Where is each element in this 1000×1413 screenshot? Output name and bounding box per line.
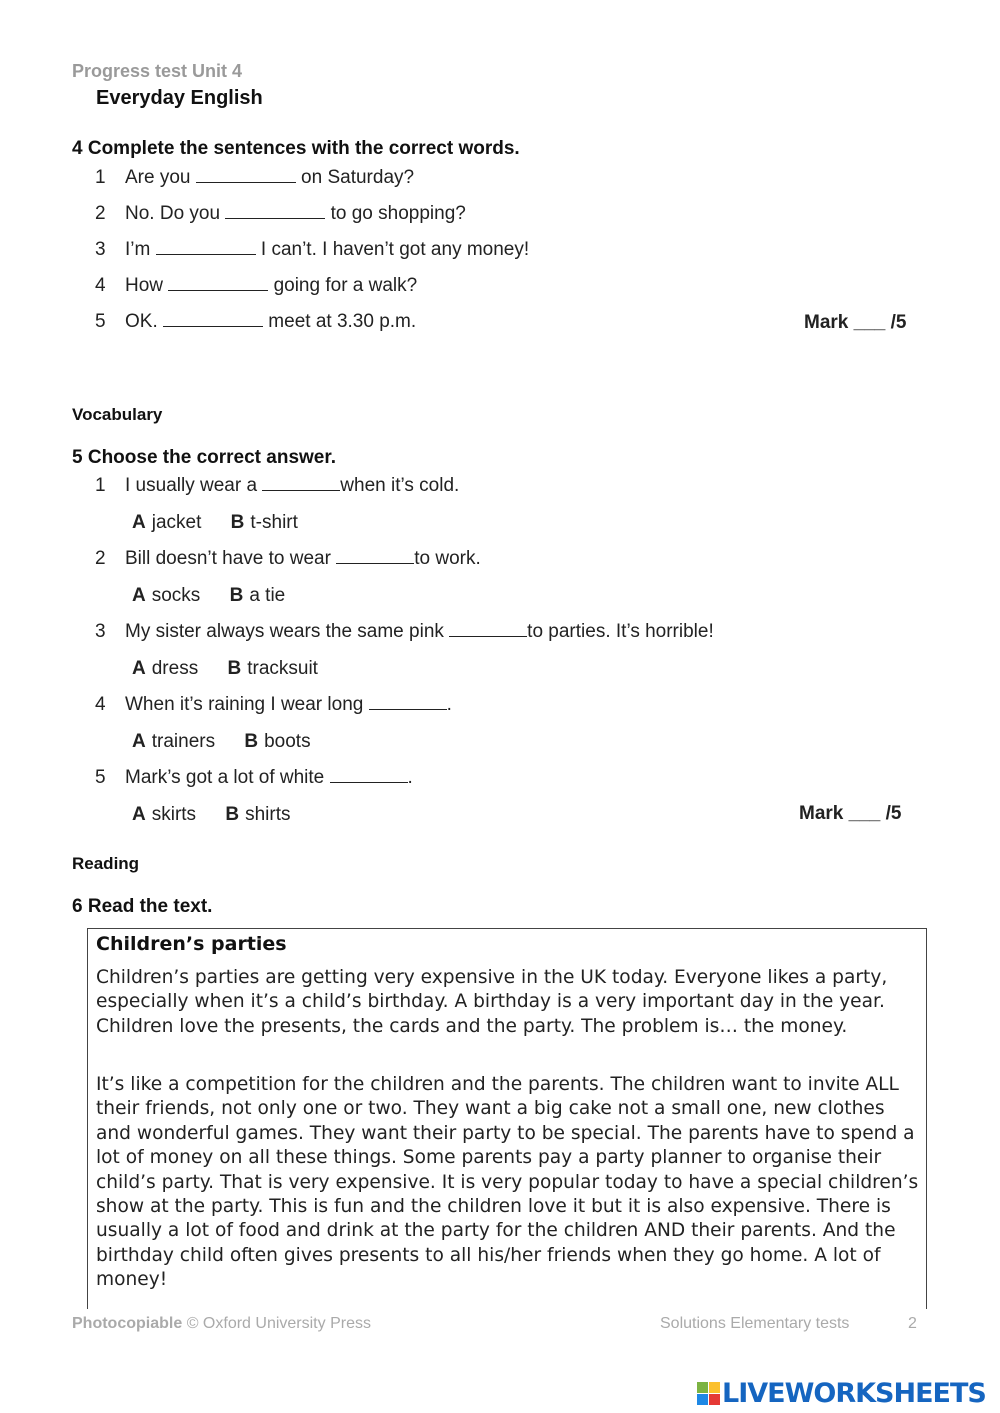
- item-text-after: going for a walk?: [273, 275, 418, 296]
- ex5-question: [95, 475, 459, 497]
- option-a[interactable]: A jacket: [132, 512, 202, 533]
- ex4-item: [95, 203, 466, 225]
- option-b[interactable]: B a tie: [229, 585, 286, 606]
- ex5-options: [132, 585, 285, 607]
- ex4-item: [95, 275, 417, 297]
- answer-blank: [369, 695, 447, 710]
- option-b[interactable]: B tracksuit: [227, 658, 318, 679]
- item-text-after: to go shopping?: [330, 203, 466, 224]
- ex4-item: [95, 239, 529, 261]
- item-number: 4: [95, 275, 106, 296]
- ex5-question: [95, 694, 452, 716]
- item-text-before: Mark’s got a lot of white: [125, 767, 325, 788]
- item-text-before: I’m: [125, 239, 151, 260]
- item-text-before: OK.: [125, 311, 158, 332]
- item-text-after: to work.: [414, 548, 481, 569]
- reading-title: Children’s parties: [96, 933, 287, 955]
- item-text-after: meet at 3.30 p.m.: [268, 311, 417, 332]
- logo-text: LIVEWORKSHEETS: [722, 1378, 986, 1409]
- publisher: © Oxford University Press: [186, 1315, 371, 1332]
- item-number: 2: [95, 203, 106, 224]
- ex4-instruction: 4 Complete the sentences with the correct words.: [72, 138, 520, 159]
- answer-blank[interactable]: [196, 168, 296, 183]
- answer-blank[interactable]: [163, 312, 263, 327]
- answer-blank: [449, 622, 527, 637]
- item-number: 3: [95, 239, 106, 260]
- ex5-options: [132, 658, 318, 680]
- answer-blank[interactable]: [168, 276, 268, 291]
- photocopiable-label: Photocopiable: [72, 1315, 183, 1332]
- ex6-instruction: 6 Read the text.: [72, 896, 213, 917]
- page-number: 2: [908, 1315, 917, 1332]
- ex5-question: [95, 621, 714, 643]
- option-b[interactable]: B boots: [244, 731, 311, 752]
- ex5-mark: Mark ___ /5: [799, 803, 902, 824]
- item-text-before: How: [125, 275, 164, 296]
- vocabulary-heading: Vocabulary: [72, 405, 163, 424]
- reading-heading: Reading: [72, 854, 140, 873]
- ex4-item: [95, 311, 416, 333]
- option-a[interactable]: A trainers: [132, 731, 216, 752]
- logo-icon: [697, 1382, 720, 1405]
- item-text-before: My sister always wears the same pink: [125, 621, 444, 642]
- item-number: 3: [95, 621, 106, 642]
- answer-blank: [330, 768, 408, 783]
- footer-copyright: [72, 1315, 371, 1333]
- item-text-after: I can’t. I haven’t got any money!: [260, 239, 530, 260]
- reading-paragraph-1: Children’s parties are getting very expensive in the UK today. Everyone likes a party, especially when it’s a child’s birthday. A birthday is a very important day in the year. Children love the presents, the cards and the party. The problem is… the money.: [96, 967, 888, 1037]
- answer-blank[interactable]: [225, 204, 325, 219]
- item-number: 4: [95, 694, 106, 715]
- liveworksheets-logo: [697, 1378, 986, 1409]
- item-text-after: .: [407, 767, 413, 788]
- ex5-options: [132, 731, 311, 753]
- section-title: Everyday English: [96, 87, 263, 109]
- answer-blank: [336, 549, 414, 564]
- ex4-mark: Mark ___ /5: [804, 312, 907, 333]
- option-a[interactable]: A skirts: [132, 804, 197, 825]
- item-text-after: to parties. It’s horrible!: [527, 621, 714, 642]
- ex5-options: [132, 512, 298, 534]
- item-text-after: on Saturday?: [301, 167, 415, 188]
- item-number: 2: [95, 548, 106, 569]
- option-a[interactable]: A socks: [132, 585, 201, 606]
- answer-blank: [262, 476, 340, 491]
- answer-blank[interactable]: [156, 240, 256, 255]
- reading-text-box: [87, 928, 927, 1309]
- ex5-question: [95, 548, 481, 570]
- option-b[interactable]: B shirts: [225, 804, 291, 825]
- ex4-item: [95, 167, 414, 189]
- item-text-after: when it’s cold.: [340, 475, 460, 496]
- item-text-after: .: [446, 694, 452, 715]
- option-b[interactable]: B t-shirt: [230, 512, 298, 533]
- item-number: 5: [95, 767, 106, 788]
- test-title: Progress test Unit 4: [72, 61, 243, 81]
- item-text-before: Bill doesn’t have to wear: [125, 548, 331, 569]
- item-number: 5: [95, 311, 106, 332]
- item-number: 1: [95, 167, 106, 188]
- ex5-instruction: 5 Choose the correct answer.: [72, 447, 336, 468]
- footer-series: Solutions Elementary tests: [660, 1315, 850, 1332]
- item-text-before: I usually wear a: [125, 475, 258, 496]
- ex5-options: [132, 804, 290, 826]
- reading-paragraph-2: It’s like a competition for the children and the parents. The children want to invite ALL their friends, not only one or two. They want a big cake not a small one, new clothes and wonderful games. They want their party to be special. The parents have to spend a lot of money on all these things. Some parents pay a party planner to organise their child’s party. That is very expensive. It is very popular today to have a special children’s show at the party. This is fun and the children love it but it is also expensive. There is usually a lot of food and drink at the party for the children AND their parents. And the birthday child often gives presents to all his/her friends when they go home. A lot of money!: [96, 1074, 919, 1291]
- item-text-before: Are you: [125, 167, 191, 188]
- ex5-question: [95, 767, 413, 789]
- option-a[interactable]: A dress: [132, 658, 199, 679]
- item-text-before: No. Do you: [125, 203, 221, 224]
- item-text-before: When it’s raining I wear long: [125, 694, 364, 715]
- item-number: 1: [95, 475, 106, 496]
